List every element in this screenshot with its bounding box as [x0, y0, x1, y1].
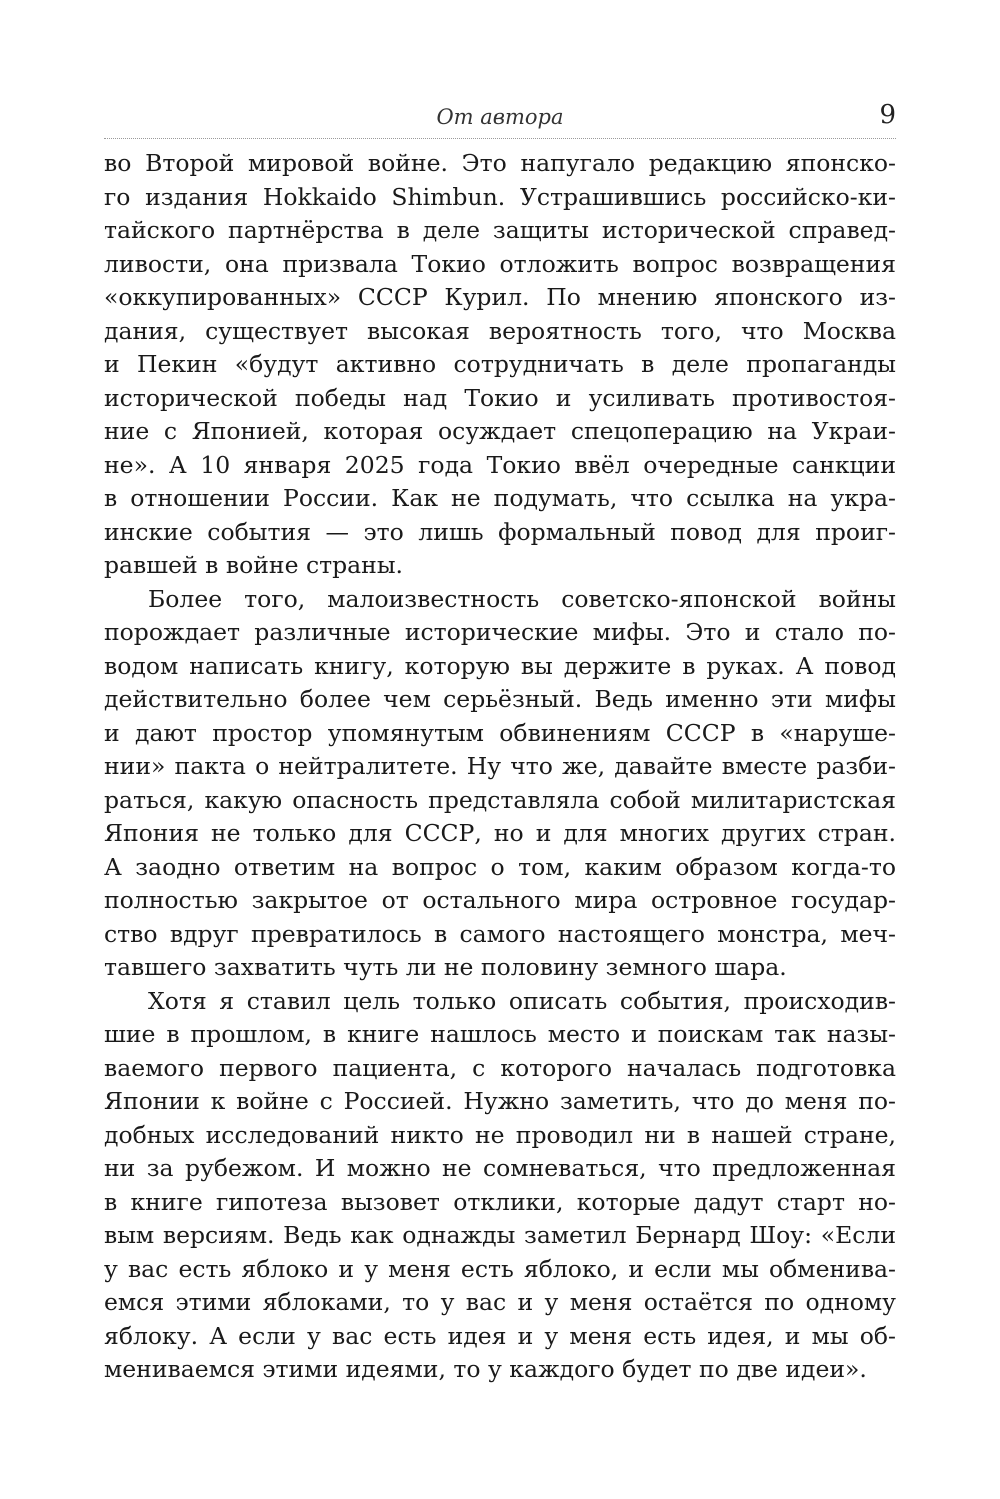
text-line: дания, существует высокая вероятность того, что Москва	[104, 316, 896, 345]
text-line: порождает различные исторические мифы. Это и стало по-	[104, 618, 896, 646]
paragraph	[104, 147, 896, 583]
text-line: нии» пакта о нейтралитете. Ну что же, давайте вместе разби-	[104, 752, 896, 780]
page-number: 9	[879, 100, 896, 130]
chapter-title: От автора	[436, 105, 564, 129]
text-line: ливости, она призвала Токио отложить вопрос возвращения	[104, 249, 896, 278]
text-line: водом написать книгу, которую вы держите в руках. А повод	[104, 651, 896, 680]
text-line: тайского партнёрства в деле защиты исторической справед-	[104, 216, 896, 244]
text-line: Япония не только для СССР, но и для многих других стран.	[104, 819, 896, 847]
text-line: емся этими яблоками, то у вас и у меня остаётся по одному	[104, 1288, 896, 1316]
text-line: тавшего захватить чуть ли не половину земного шара.	[104, 953, 787, 981]
text-line: исторической победы над Токио и усиливать противостоя-	[104, 383, 896, 412]
paragraph	[104, 583, 896, 985]
text-line: и дают простор упомянутым обвинениям СССР в «наруше-	[104, 718, 896, 747]
text-line: равшей в войне страны.	[104, 551, 404, 579]
text-line: Японии к войне с Россией. Нужно заметить, что до меня по-	[104, 1087, 896, 1115]
text-line: добных исследований никто не проводил ни в нашей стране,	[104, 1120, 896, 1149]
text-line: вым версиям. Ведь как однажды заметил Бернард Шоу: «Если	[104, 1221, 896, 1249]
text-line: шие в прошлом, в книге нашлось место и поискам так назы-	[104, 1020, 896, 1048]
text-line: инские события — это лишь формальный повод для проиг-	[104, 517, 896, 546]
text-line: «оккупированных» СССР Курил. По мнению японского из-	[104, 283, 896, 311]
text-line: ние с Японией, которая осуждает спецоперацию на Украи-	[104, 417, 896, 445]
text-line: полностью закрытое от остального мира островное государ-	[104, 886, 896, 914]
text-line: А заодно ответим на вопрос о том, каким образом когда-то	[104, 852, 896, 881]
text-line: Более того, малоизвестность советско-японской войны	[148, 584, 896, 613]
text-line: не». А 10 января 2025 года Токио ввёл очередные санкции	[104, 450, 896, 479]
text-line: ство вдруг превратилось в самого настоящего монстра, меч-	[104, 919, 896, 948]
running-head	[104, 100, 896, 139]
text-line: во Второй мировой войне. Это напугало редакцию японско-	[104, 149, 896, 177]
text-line: в отношении России. Как не подумать, что ссылка на укра-	[104, 484, 896, 512]
text-line: Хотя я ставил цель только описать события, происходив-	[148, 986, 896, 1015]
text-line: ваемого первого пациента, с которого началась подготовка	[104, 1053, 896, 1082]
body-text	[104, 147, 896, 1387]
text-line: действительно более чем серьёзный. Ведь именно эти мифы	[104, 685, 896, 713]
text-line: яблоку. А если у вас есть идея и у меня есть идея, и мы об-	[104, 1321, 896, 1350]
text-line: и Пекин «будут активно сотрудничать в деле пропаганды	[104, 350, 896, 378]
text-line: в книге гипотеза вызовет отклики, которые дадут старт но-	[104, 1187, 896, 1216]
text-line: раться, какую опасность представляла собой милитаристская	[104, 785, 896, 814]
header-divider	[104, 138, 896, 139]
text-line: ни за рубежом. И можно не сомневаться, что предложенная	[104, 1154, 896, 1182]
text-line: го издания Hokkaido Shimbun. Устрашившись российско-ки-	[104, 182, 896, 211]
text-line: у вас есть яблоко и у меня есть яблоко, и если мы обменива-	[104, 1254, 896, 1283]
paragraph	[104, 985, 896, 1387]
text-line: мениваемся этими идеями, то у каждого будет по две идеи».	[104, 1355, 867, 1383]
